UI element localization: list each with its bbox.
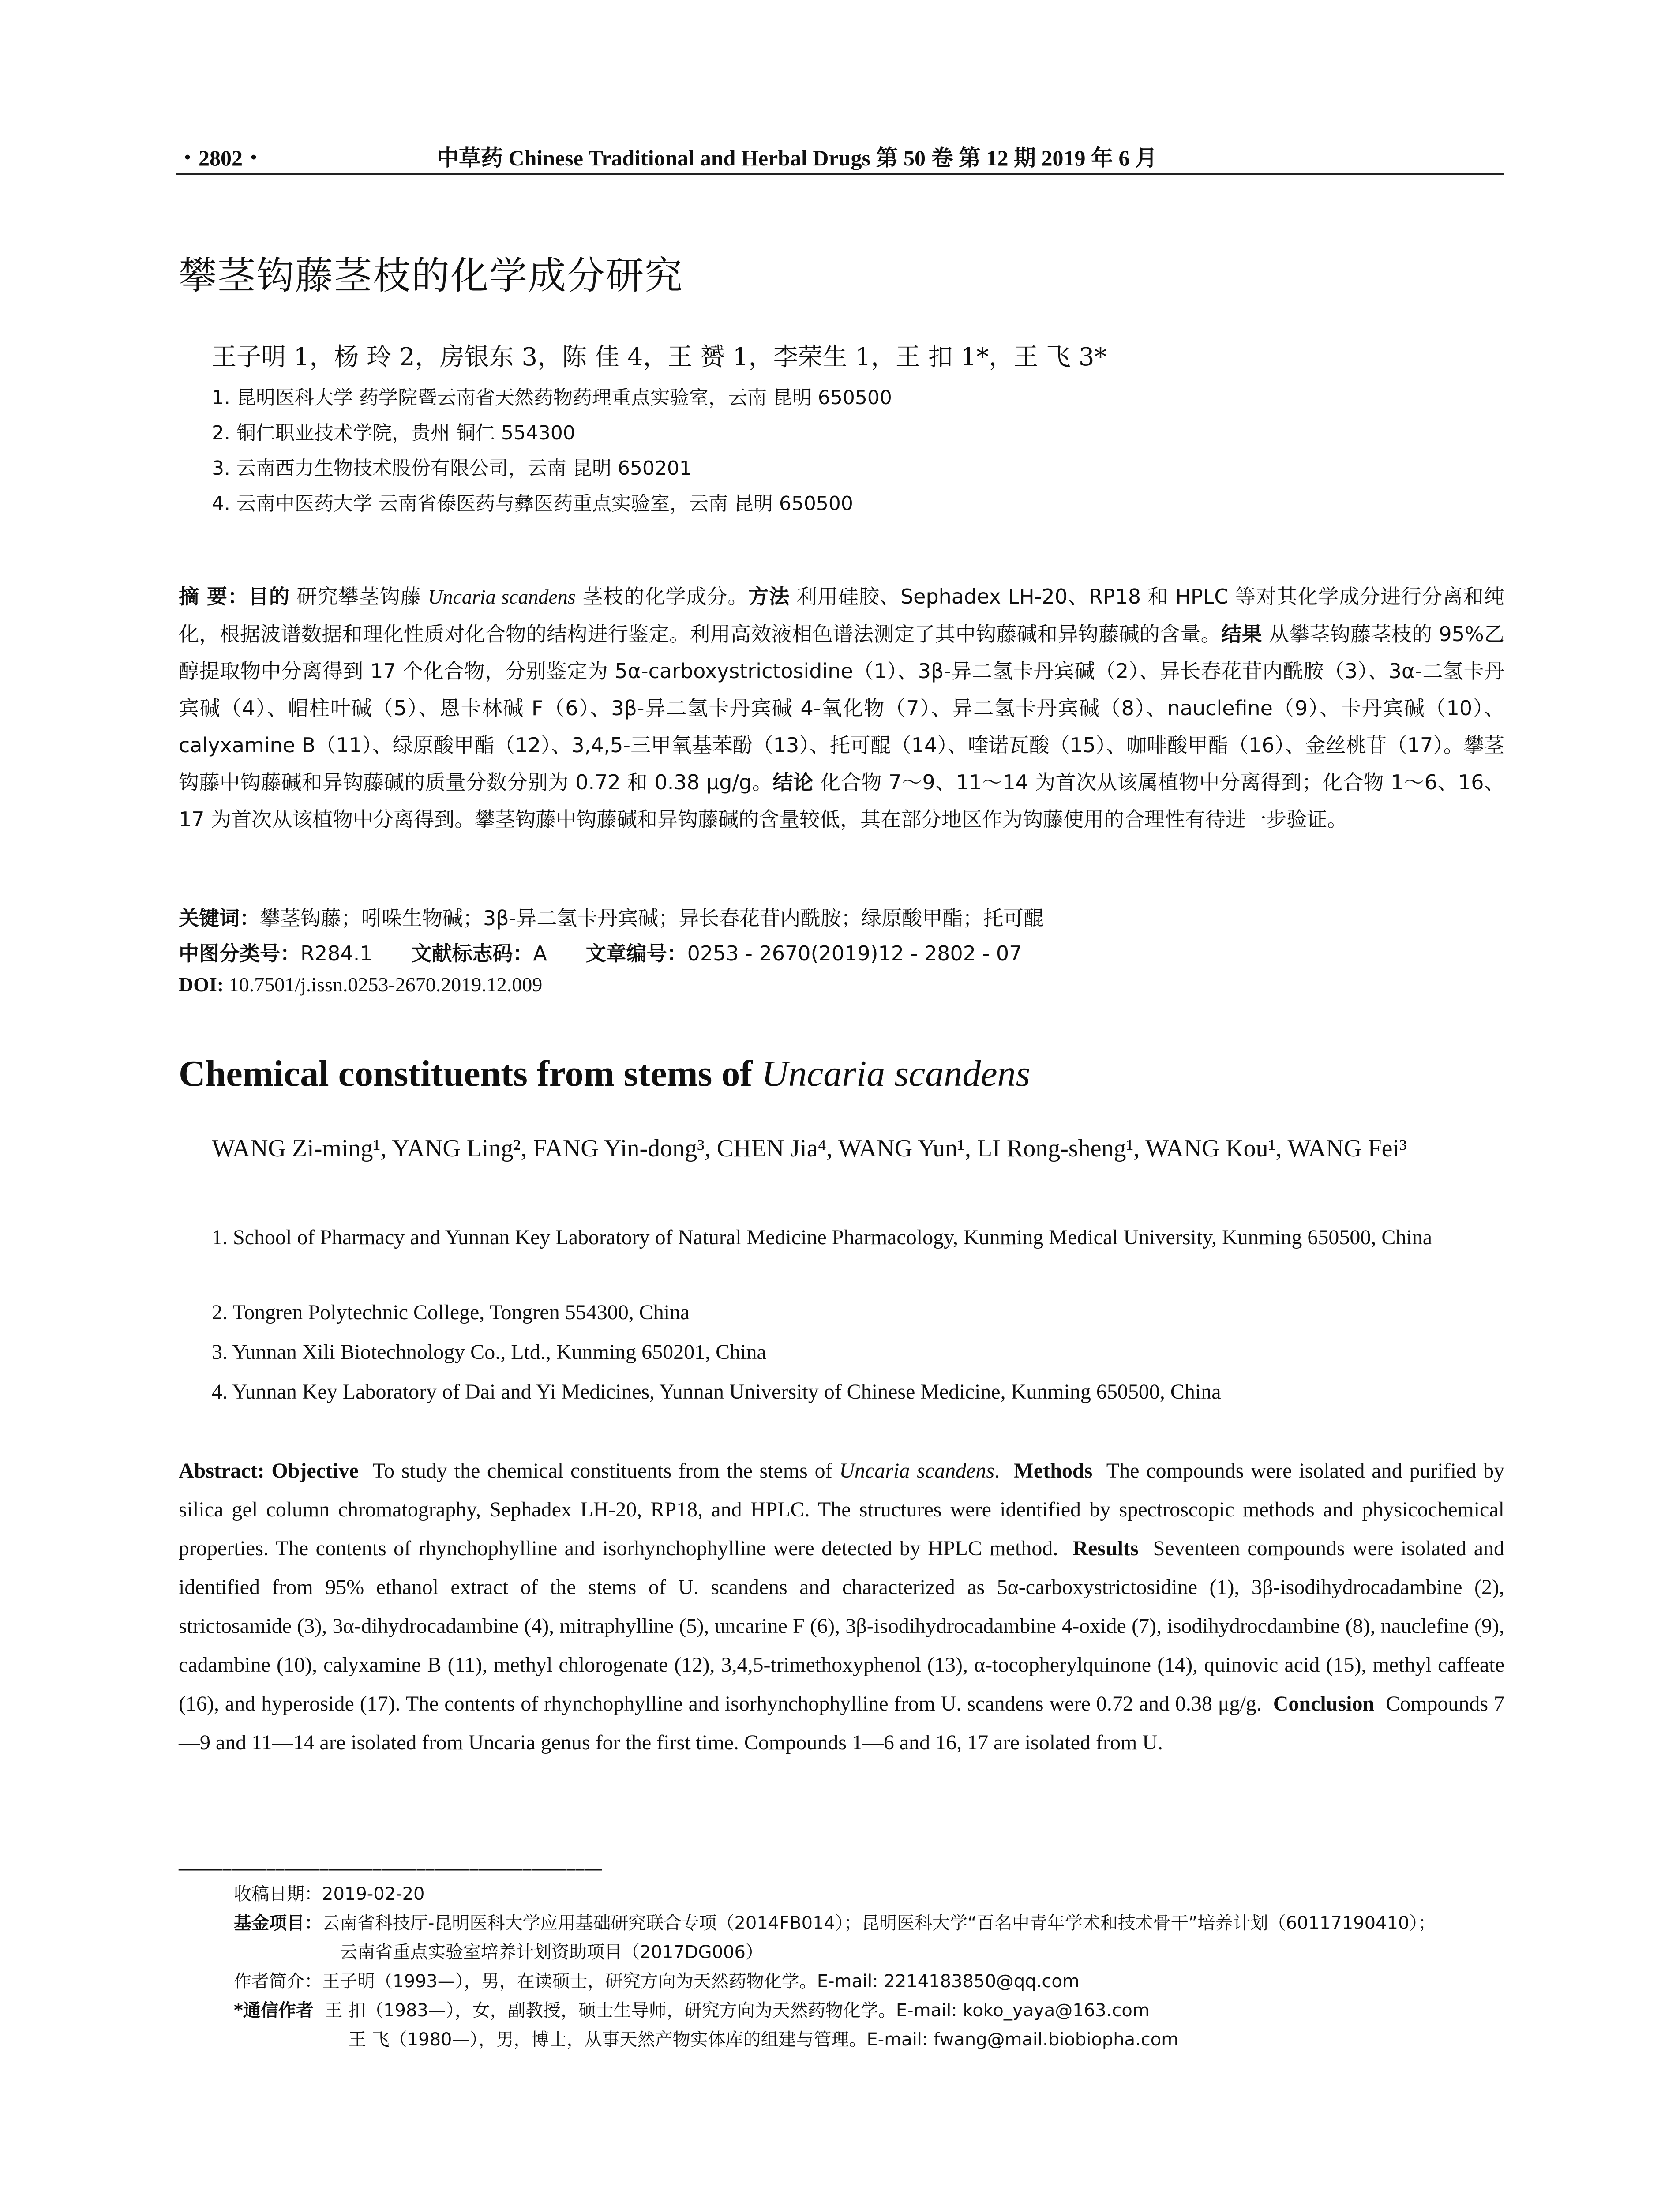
doc-code-label: 文献标志码： <box>411 942 533 965</box>
fund-label: 基金项目： <box>234 1913 322 1933</box>
results-en-label: Results <box>1072 1537 1139 1560</box>
doi-label: DOI: <box>179 973 224 996</box>
objective-en-text-a: To study the chemical constituents from the stems of <box>372 1459 840 1482</box>
keywords-cn-text: 攀茎钩藤；吲哚生物碱；3β-异二氢卡丹宾碱；异长春花苷内酰胺；绿原酸甲酯；托可醌 <box>260 906 1044 930</box>
results-cn-text: 从攀茎钩藤茎枝的 95%乙醇提取物中分离得到 17 个化合物，分别鉴定为 5α-carboxystrictosidine（1）、3β-异二氢卡丹宾碱（2）、异长春花苷内酰胺（3）、3α-二氢卡丹宾碱（4）、帽柱叶碱（5）、恩卡林碱 F（6）、3β-异二氢卡丹宾碱 4-氧化物（7）、异二氢卡丹宾碱（8）、nauclefine（9）、卡丹宾碱（10）、calyxamine B（11）、绿原酸甲酯（12）、3,4,5-三甲氧基苯酚（13）、托可醌（14）、喹诺瓦酸（15）、咖啡酸甲酯（16）、金丝桃苷（17）。攀茎钩藤中钩藤碱和异钩藤碱的质量分数分别为 0.72 和 0.38 μg/g。 <box>179 622 1505 794</box>
english-title-main: Chemical constituents from stems of <box>179 1053 762 1094</box>
footnote-separator: ________________________________________________ <box>179 1853 602 1872</box>
doi-value: 10.7501/j.issn.0253-2670.2019.12.009 <box>229 973 543 996</box>
author-label: 作者简介： <box>234 1971 322 1992</box>
received-date <box>234 1880 1504 1909</box>
methods-cn-label: 方法 <box>748 585 790 608</box>
methods-en-text: The compounds were isolated and purified by silica gel column chromatography, Sephadex LH-20, RP18, and HPLC. The structures were identified by spectroscopic methods and physicochemical properties. The contents of rhynchophylline and isorhynchophylline were detected by HPLC method. <box>179 1459 1505 1560</box>
corresponding-2: 王 飞（1980—），男，博士，从事天然产物实体库的组建与管理。E-mail: fwang@mail.biobiopha.com <box>349 2030 1179 2050</box>
affiliation-en-1: 1. School of Pharmacy and Yunnan Key Laboratory of Natural Medicine Pharmacology, Kunming Medical University, Kunming 650500, China <box>212 1226 1432 1249</box>
author-bio <box>234 1967 1504 1996</box>
conclusion-cn-label: 结论 <box>772 770 814 794</box>
fund-line-1: 云南省科技厅-昆明医科大学应用基础研究联合专项（2014FB014）；昆明医科大学“百名中青年学术和技术骨干”培养计划（60117190410）； <box>322 1913 1436 1933</box>
objective-en-text-b: . <box>994 1459 1000 1482</box>
affiliation-cn-1: 1. 昆明医科大学 药学院暨云南省天然药物药理重点实验室，云南 昆明 650500 <box>212 386 892 409</box>
clc-label: 中图分类号： <box>179 942 300 965</box>
methods-en-label: Methods <box>1013 1459 1093 1482</box>
chinese-title: 攀茎钩藤茎枝的化学成分研究 <box>179 254 683 298</box>
funding <box>234 1909 1504 1938</box>
affiliation-cn-4: 4. 云南中医药大学 云南省傣医药与彝医药重点实验室，云南 昆明 650500 <box>212 492 853 515</box>
affiliation-cn-2: 2. 铜仁职业技术学院，贵州 铜仁 554300 <box>212 422 575 444</box>
results-en-text: Seventeen compounds were isolated and identified from 95% ethanol extract of the stems of U. scandens and characterized as 5α-carboxystrictosidine (1), 3β-isodihydrocadambine (2), strictosamide (3), 3α-dihydrocadambine (4), mitraphylline (5), uncarine F (6), 3β-isodihydrocadambine 4-oxide (7), isodihydrocdambine (8), nauclefine (9), cadambine (10), calyxamine B (11), methyl chlorogenate (12), 3,4,5-trimethoxyphenol (13), α-tocopherylquinone (14), quinovic acid (15), methyl caffeate (16), and hyperoside (17). The contents of rhynchophylline and isorhynchophylline from U. scandens were 0.72 and 0.38 μg/g. <box>179 1537 1505 1715</box>
objective-cn-text-a: 研究攀茎钩藤 <box>296 585 428 608</box>
objective-cn-label: 目的 <box>248 585 290 608</box>
author-text: 王子明（1993—），男，在读硕士，研究方向为天然药物化学。E-mail: 2214183850@qq.com <box>322 1971 1080 1992</box>
objective-cn-species: Uncaria scandens <box>428 585 576 608</box>
objective-en-species: Uncaria scandens <box>839 1459 995 1482</box>
chinese-authors: 王子明 1，杨 玲 2，房银东 3，陈 佳 4，王 赟 1，李荣生 1，王 扣 1*，王 飞 3* <box>212 343 1107 371</box>
received-value: 2019-02-20 <box>322 1884 425 1904</box>
conclusion-en-text: Compounds 7—9 and 11—14 are isolated from Uncaria genus for the first time. Compounds 1—6 and 16, 17 are isolated from U. <box>179 1692 1505 1754</box>
affiliation-en-3: 3. Yunnan Xili Biotechnology Co., Ltd., Kunming 650201, China <box>212 1340 766 1364</box>
affiliation-cn-3: 3. 云南西力生物技术股份有限公司，云南 昆明 650201 <box>212 457 692 480</box>
keywords-cn-label: 关键词： <box>179 906 260 930</box>
keywords-cn <box>179 902 1044 931</box>
article-number-value: 0253 - 2670(2019)12 - 2802 - 07 <box>687 942 1022 965</box>
results-cn-label: 结果 <box>1221 622 1262 646</box>
methods-cn-text: 利用硅胶、Sephadex LH-20、RP18 和 HPLC 等对其化学成分进行分离和纯化，根据波谱数据和理化性质对化合物的结构进行鉴定。利用高效液相色谱法测定了其中钩藤碱和异钩藤碱的含量。 <box>179 585 1505 646</box>
chinese-abstract <box>179 578 1504 838</box>
corresponding-1 <box>234 1996 1504 2025</box>
doc-code-value: A <box>533 942 547 965</box>
objective-cn-text-b: 茎枝的化学成分。 <box>575 585 749 608</box>
clc-value: R284.1 <box>300 942 373 965</box>
objective-en-label: Objective <box>271 1459 359 1482</box>
classification-cn <box>179 938 1022 967</box>
english-authors: WANG Zi-ming¹, YANG Ling², FANG Yin-dong³, CHEN Jia⁴, WANG Yun¹, LI Rong-sheng¹, WANG Kou¹, WANG Fei³ <box>212 1135 1407 1162</box>
affiliation-en-2: 2. Tongren Polytechnic College, Tongren 554300, China <box>212 1301 690 1324</box>
english-abstract <box>179 1452 1504 1762</box>
conclusion-en-label: Conclusion <box>1273 1692 1375 1715</box>
conclusion-cn-text: 化合物 7～9、11～14 为首次从该属植物中分离得到；化合物 1～6、16、17 为首次从该植物中分离得到。攀茎钩藤中钩藤碱和异钩藤碱的含量较低，其在部分地区作为钩藤使用的合理性有待进一步验证。 <box>179 770 1504 831</box>
journal-header: 中草药 Chinese Traditional and Herbal Drugs 第 50 卷 第 12 期 2019 年 6 月 <box>437 146 1157 170</box>
abstract-cn-label: 摘 要： <box>179 585 249 608</box>
received-label: 收稿日期： <box>234 1884 322 1904</box>
english-title-species: Uncaria scandens <box>761 1053 1031 1094</box>
doi-line <box>179 973 542 996</box>
corresponding-1-text: 王 扣（1983—），女，副教授，硕士生导师，研究方向为天然药物化学。E-mail: koko_yaya@163.com <box>325 2000 1150 2021</box>
funding-cont: 云南省重点实验室培养计划资助项目（2017DG006） <box>340 1942 763 1962</box>
page-number: ・2802・ <box>176 146 265 170</box>
corresponding-label: *通信作者 <box>234 2000 314 2021</box>
affiliation-en-4: 4. Yunnan Key Laboratory of Dai and Yi Medicines, Yunnan University of Chinese Medicine, Kunming 650500, China <box>212 1380 1221 1403</box>
header-rule <box>176 173 1504 175</box>
abstract-en-label: Abstract: <box>179 1459 265 1482</box>
article-number-label: 文章编号： <box>585 942 687 965</box>
english-title <box>179 1052 1030 1095</box>
